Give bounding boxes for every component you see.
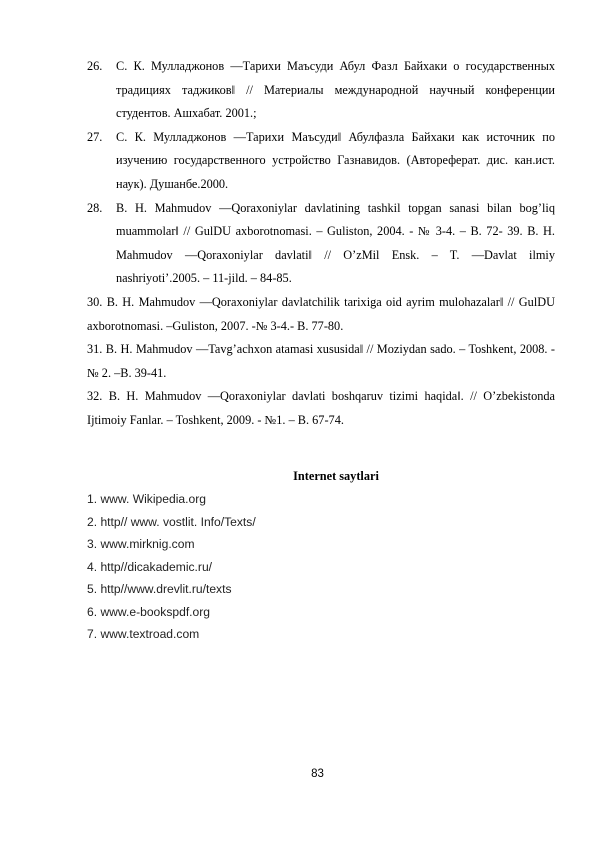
reference-number: 27. [87,129,103,144]
site-link: 5. http//www.drevlit.ru/texts [87,582,232,596]
page-number: 83 [311,768,324,780]
site-link: 2. http// www. vostlit. Info/Texts/ [87,514,256,529]
reference-item [87,338,555,385]
reference-text: С. К. Мулладжонов ―Тарихи Маъсуди‖ Абулфазла Байхаки как источник по изучению государственного устройство Газнавидов. (Автореферат. дис. кан.ист. наук). Душанбе.2000. [116,129,555,191]
reference-text: B. H. Mahmudov ―Tavg’achxon atamasi xususida‖ // Moziydan sado. – Toshkent, 2008. - № 2. –B. 39-41. [87,342,556,380]
reference-list [87,55,555,433]
reference-text: B. H. Mahmudov ―Qoraxoniylar davlati boshqaruv tizimi haqida‖. // O’zbekistonda Ijtimoiy Fanlar. – Toshkent, 2009. - №1. – B. 67-74. [87,389,556,427]
reference-item [87,126,555,197]
reference-number: 30. [87,294,103,309]
internet-sites-list [87,488,555,646]
reference-text: B. H. Mahmudov ―Qoraxoniylar davlatining tashkil topgan sanasi bilan bog’liq muammolar‖ // GulDU axborotnomasi. – Guliston, 2004. - № 3-4. – B. 72- 39. B. H. Mahmudov ―Qoraxoniylar davlati‖ // O’zMil Ensk. – T. ―Davlat ilmiy nashriyoti’.2005. – 11-jild. – 84-85. [116,200,555,286]
reference-number: 31. [87,342,103,357]
reference-item [87,291,555,338]
reference-number: 28. [87,200,103,215]
reference-text: С. К. Мулладжонов ―Тарихи Маъсуди Абул Фазл Байхаки о государственных традициях таджиков‖ // Материалы международной научный конференции студентов. Ашхабат. 2001.; [116,59,555,121]
site-link: 1. www. Wikipedia.org [87,492,206,506]
reference-number: 32. [87,389,103,404]
site-link: 7. www.textroad.com [87,627,200,641]
reference-number: 26. [87,59,103,73]
site-link: 4. http//dicakademic.ru/ [87,559,213,574]
reference-item [87,55,555,126]
site-link: 6. www.e-bookspdf.org [87,604,211,619]
reference-item [87,197,555,291]
site-link: 3. www.mirknig.com [87,537,195,551]
reference-text: B. H. Mahmudov ―Qoraxoniylar davlatchilik tarixiga oid ayrim mulohazalar‖ // GulDU axborotnomasi. –Guliston, 2007. -№ 3-4.- B. 77-80. [87,294,555,333]
internet-sites-heading: Internet saytlari [293,469,379,483]
reference-item [87,385,555,432]
